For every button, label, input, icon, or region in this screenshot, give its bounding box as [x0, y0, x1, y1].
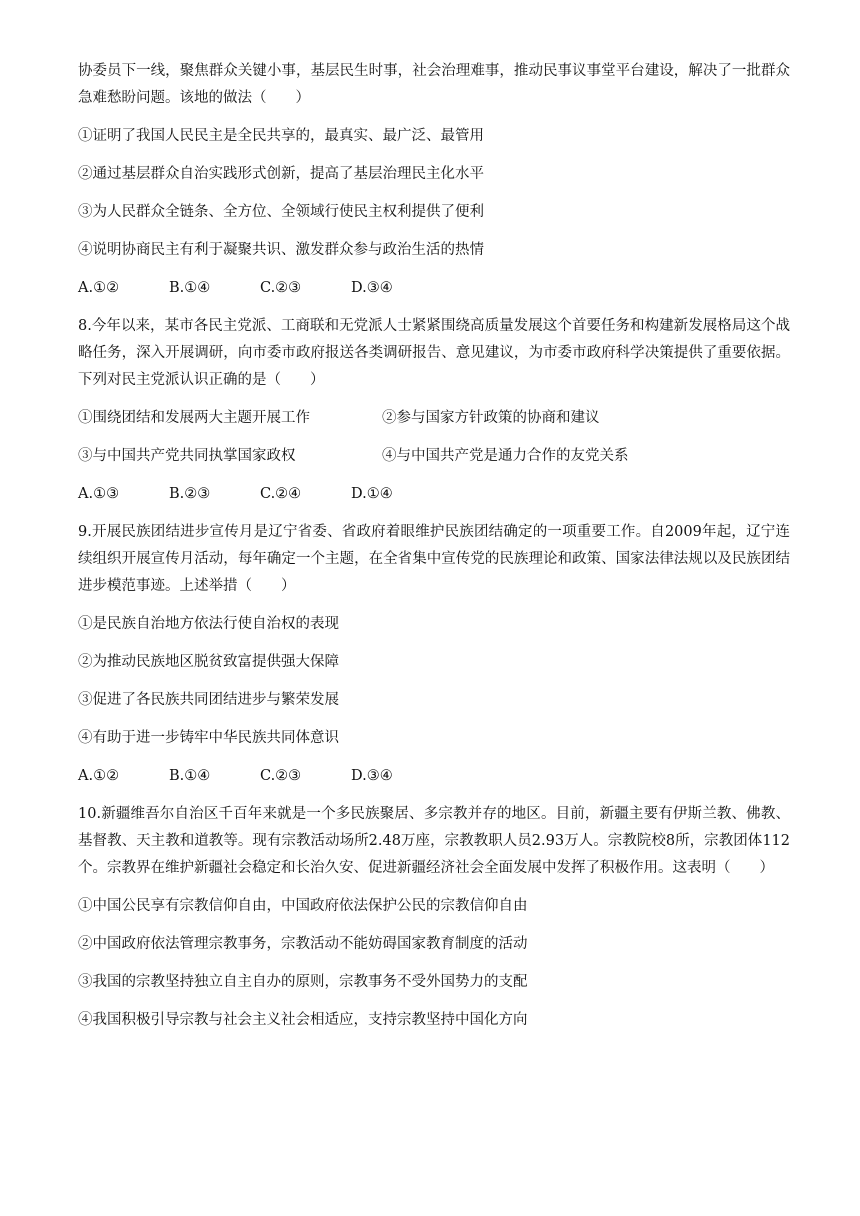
question-8-stem: 8.今年以来，某市各民主党派、工商联和无党派人士紧紧围绕高质量发展这个首要任务和构建新发展格局这个战略任务，深入开展调研，向市委市政府报送各类调研报告、意见建议，为市委市政府科学决策提供了重要依据。下列对民主党派认识正确的是（ ）: [78, 318, 790, 388]
question-8-option-1: ①围绕团结和发展两大主题开展工作: [78, 410, 310, 426]
question-8-answer-c: C.②④: [260, 486, 302, 502]
question-9-answer-b: B.①④: [169, 768, 211, 784]
question-10-option-2: ②中国政府依法管理宗教事务，宗教活动不能妨碍国家教育制度的活动: [78, 936, 528, 952]
question-10: [78, 801, 790, 1034]
question-9: [78, 519, 790, 790]
question-7-option-3: ③为人民群众全链条、全方位、全领域行使民主权利提供了便利: [78, 204, 484, 220]
question-7-answer-a: A.①②: [78, 280, 120, 296]
question-8-answer-b: B.②③: [169, 486, 211, 502]
question-8-answer-d: D.①④: [351, 486, 393, 502]
question-9-answers: [78, 763, 790, 790]
question-9-stem: 9.开展民族团结进步宣传月是辽宁省委、省政府着眼维护民族团结确定的一项重要工作。自2009年起，辽宁连续组织开展宣传月活动，每年确定一个主题，在全省集中宣传党的民族理论和政策、国家法律法规以及民族团结进步模范事迹。上述举措（ ）: [78, 524, 790, 594]
question-9-option-1: ①是民族自治地方依法行使自治权的表现: [78, 616, 339, 632]
question-8-answer-a: A.①③: [78, 486, 120, 502]
question-8-answers: [78, 481, 790, 508]
question-10-option-1: ①中国公民享有宗教信仰自由，中国政府依法保护公民的宗教信仰自由: [78, 898, 528, 914]
question-10-option-3: ③我国的宗教坚持独立自主自办的原则，宗教事务不受外国势力的支配: [78, 974, 528, 990]
question-9-option-3: ③促进了各民族共同团结进步与繁荣发展: [78, 692, 339, 708]
question-8-options-row-1: [78, 405, 790, 432]
question-8: [78, 313, 790, 508]
question-9-answer-d: D.③④: [351, 768, 393, 784]
question-8-option-3: ③与中国共产党共同执掌国家政权: [78, 448, 296, 464]
question-7-answer-b: B.①④: [169, 280, 211, 296]
question-7-option-2: ②通过基层群众自治实践形式创新，提高了基层治理民主化水平: [78, 166, 484, 182]
question-9-option-2: ②为推动民族地区脱贫致富提供强大保障: [78, 654, 339, 670]
question-7-answers: [78, 275, 790, 302]
question-8-options-row-2: [78, 443, 790, 470]
question-9-answer-a: A.①②: [78, 768, 120, 784]
question-10-option-4: ④我国积极引导宗教与社会主义社会相适应，支持宗教坚持中国化方向: [78, 1012, 528, 1028]
question-7: [78, 58, 790, 302]
question-7-stem: 协委员下一线，聚焦群众关键小事，基层民生时事，社会治理难事，推动民事议事堂平台建设，解决了一批群众急难愁盼问题。该地的做法（ ）: [78, 63, 790, 106]
question-7-answer-c: C.②③: [260, 280, 302, 296]
exam-page: [78, 58, 790, 1045]
question-7-option-4: ④说明协商民主有利于凝聚共识、激发群众参与政治生活的热情: [78, 242, 484, 258]
question-7-option-1: ①证明了我国人民民主是全民共享的，最真实、最广泛、最管用: [78, 128, 484, 144]
question-8-option-2: ②参与国家方针政策的协商和建议: [382, 410, 600, 426]
question-7-answer-d: D.③④: [351, 280, 393, 296]
question-10-stem: 10.新疆维吾尔自治区千百年来就是一个多民族聚居、多宗教并存的地区。目前，新疆主要有伊斯兰教、佛教、基督教、天主教和道教等。现有宗教活动场所2.48万座，宗教教职人员2.93万人。宗教院校8所，宗教团体112个。宗教界在维护新疆社会稳定和长治久安、促进新疆经济社会全面发展中发挥了积极作用。这表明（ ）: [78, 806, 790, 876]
question-9-option-4: ④有助于进一步铸牢中华民族共同体意识: [78, 730, 339, 746]
question-8-option-4: ④与中国共产党是通力合作的友党关系: [382, 448, 629, 464]
question-9-answer-c: C.②③: [260, 768, 302, 784]
